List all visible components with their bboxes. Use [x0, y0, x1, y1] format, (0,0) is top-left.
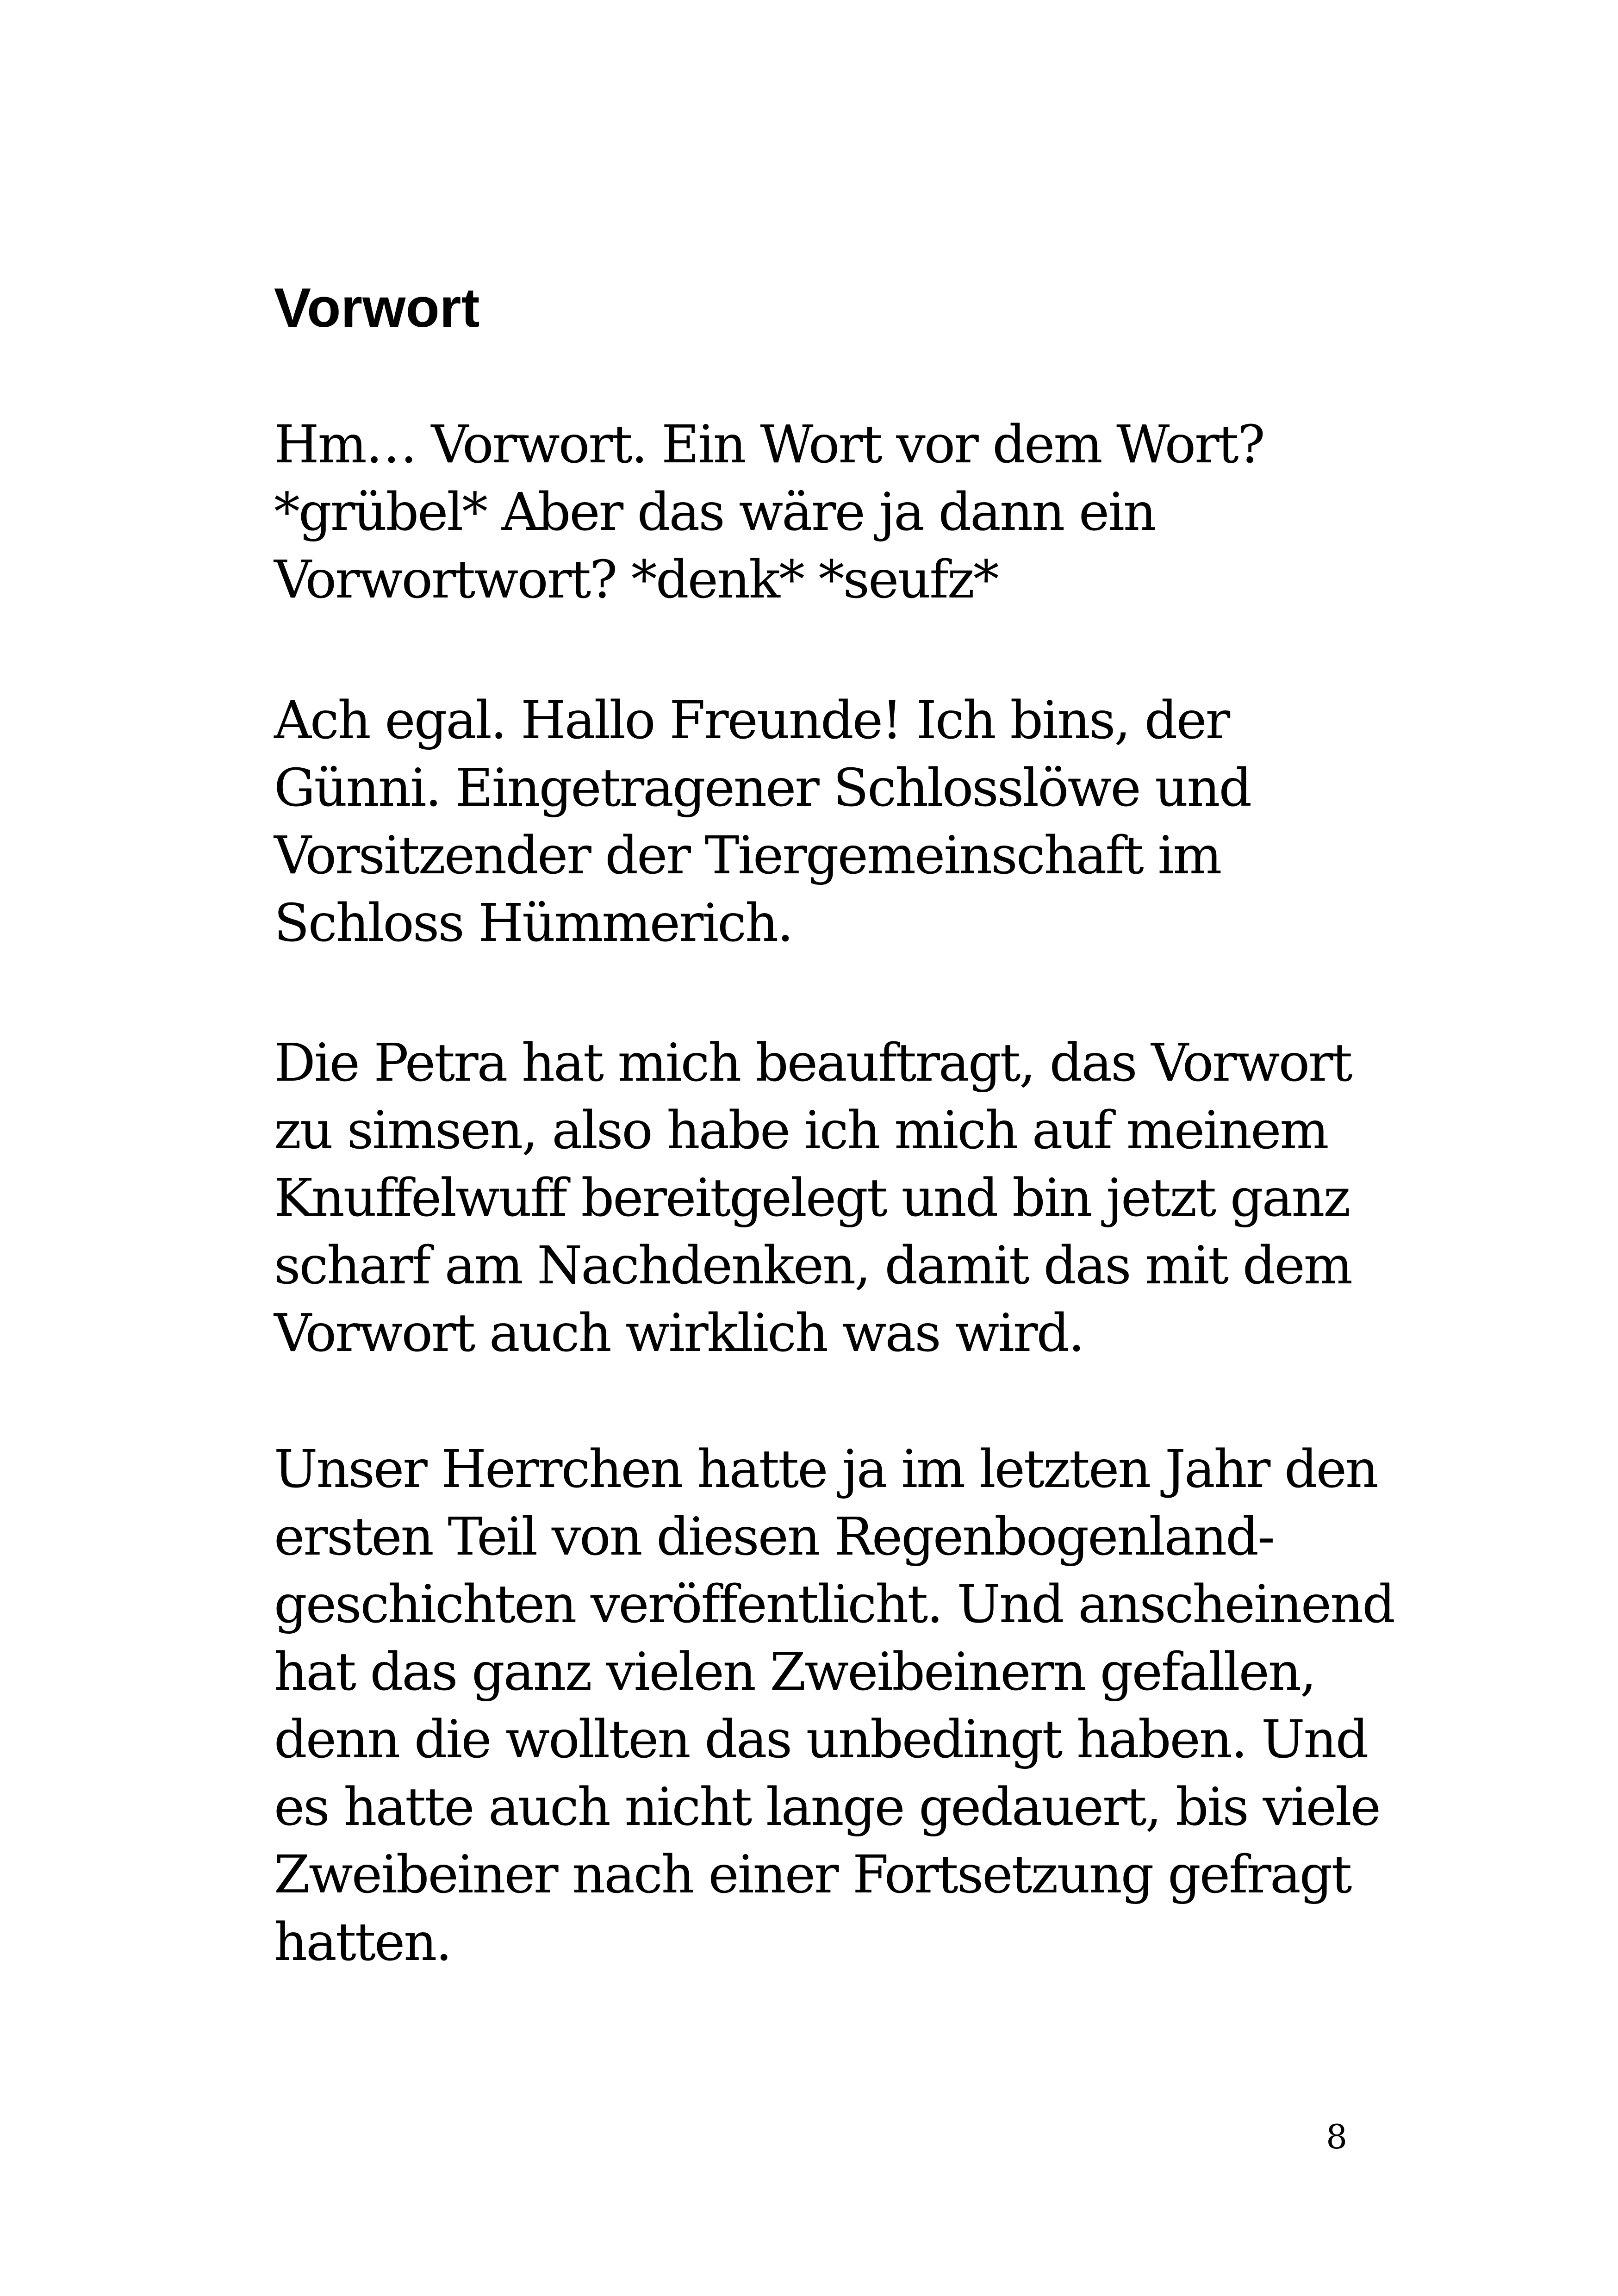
text-line: *grübel* Aber das wäre ja dann ein	[274, 482, 1156, 542]
text-line: zu simsen, also habe ich mich auf meinem	[274, 1101, 1328, 1161]
text-line: Hm… Vorwort. Ein Wort vor dem Wort?	[274, 415, 1264, 475]
text-line: hatten.	[274, 1912, 451, 1972]
text-line: Unser Herrchen hatte ja im letzten Jahr den	[274, 1439, 1378, 1500]
chapter-heading: Vorwort	[274, 277, 480, 339]
text-line: Günni. Eingetragener Schlosslöwe und	[274, 758, 1251, 818]
text-line: Die Petra hat mich beauftragt, das Vorwort	[274, 1033, 1351, 1093]
text-line: Vorwort auch wirklich was wird.	[274, 1303, 1083, 1363]
text-line: geschichten veröffentlicht. Und anscheinend	[274, 1574, 1394, 1635]
paragraph-intro	[274, 411, 1408, 614]
text-line: Zweibeiner nach einer Fortsetzung gefragt	[274, 1845, 1351, 1905]
text-line: Schloss Hümmerich.	[274, 893, 792, 953]
page-number: 8	[1326, 2117, 1347, 2156]
text-line: Knuffelwuff bereitgelegt und bin jetzt ganz	[274, 1168, 1350, 1228]
text-line: hat das ganz vielen Zweibeinern gefallen,	[274, 1642, 1315, 1702]
text-line: scharf am Nachdenken, damit das mit dem	[274, 1236, 1351, 1296]
text-line: es hatte auch nicht lange gedauert, bis viele	[274, 1777, 1380, 1837]
text-line: ersten Teil von diesen Regenbogenland-	[274, 1507, 1274, 1567]
text-line: denn die wollten das unbedingt haben. Und	[274, 1710, 1368, 1770]
paragraph-greeting	[274, 687, 1408, 957]
text-line: Vorwortwort? *denk* *seufz*	[274, 550, 998, 610]
text-line: Vorsitzender der Tiergemeinschaft im	[274, 826, 1221, 886]
paragraph-background	[274, 1436, 1408, 1976]
text-line: Ach egal. Hallo Freunde! Ich bins, der	[274, 691, 1229, 751]
paragraph-assignment	[274, 1029, 1408, 1367]
